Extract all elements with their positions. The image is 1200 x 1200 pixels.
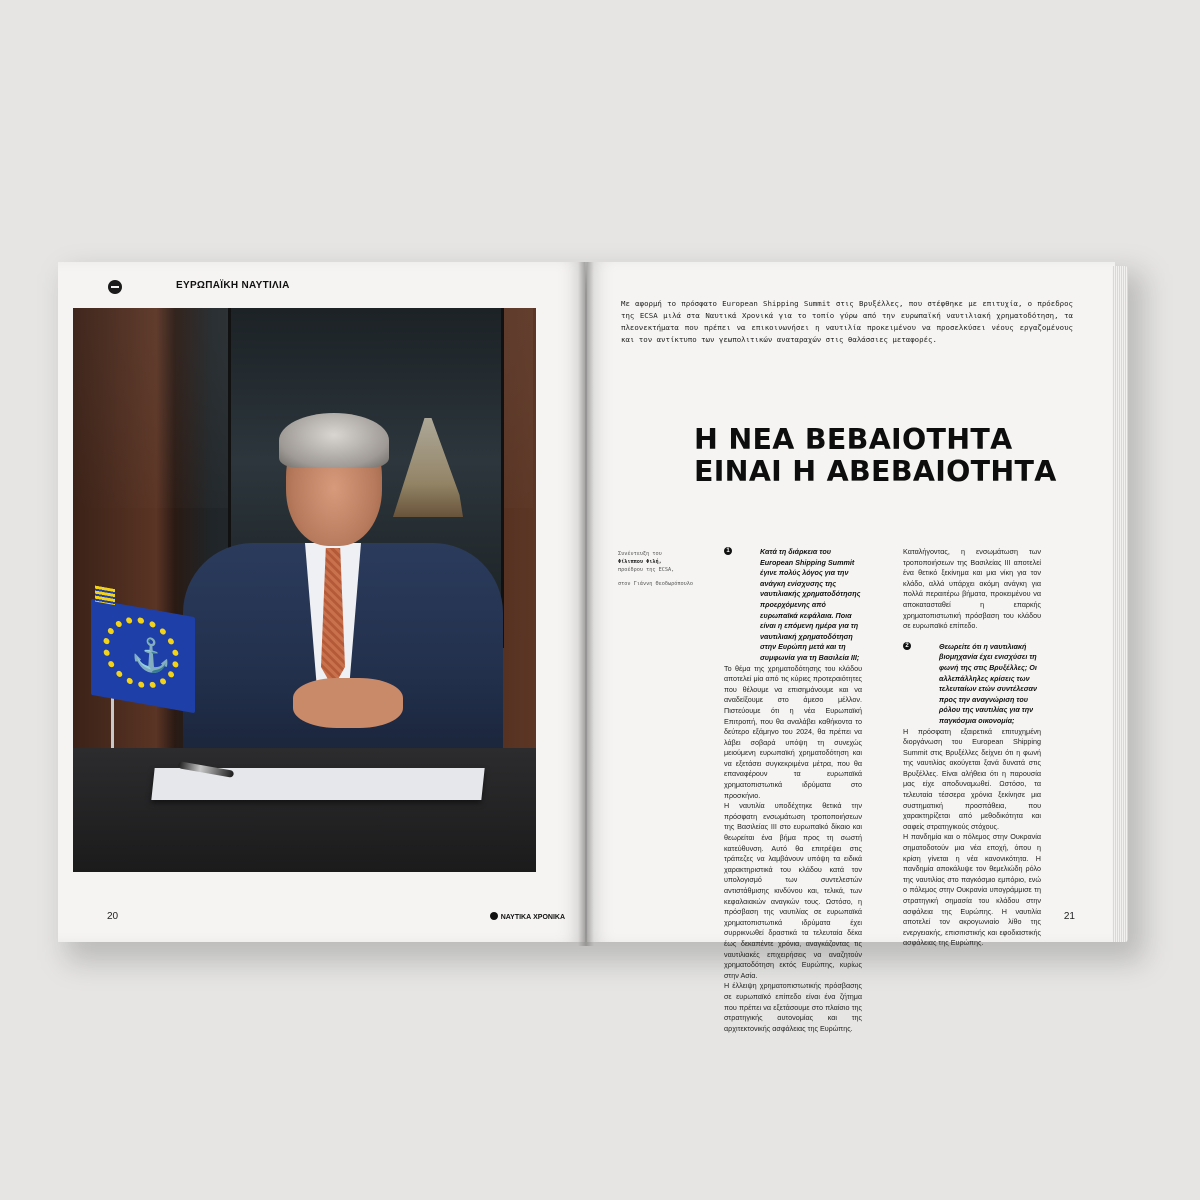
answer-paragraph: Η πανδημία και ο πόλεμος στην Ουκρανία σηματοδοτούν μια νέα εποχή, όπου η κρίση γίνεται η νέα κανονικότητα. Η πανδημία αποκάλυψε τον θεμελιώδη ρόλο της ναυτιλίας στο παγκόσμιο εμπόριο, ενώ ο πόλεμος στην Ουκρανία υπογράμμισε τη στρατηγική σημασία του κλάδου στην ασφάλεια της Ευρώπης. Η ναυτιλία αποτελεί τον ακρογωνιαίο λίθο της ενεργειακής, επισιτιστικής και εφοδιαστικής ασφάλειας της Ευρώπης. bbox=[903, 832, 1041, 948]
page-number-right: 21 bbox=[1063, 911, 1075, 922]
headline-line-1: Η ΝΕΑ ΒΕΒΑΙΟΤΗΤΑ bbox=[694, 423, 1013, 456]
portrait-photo bbox=[73, 308, 536, 872]
question-2: 2 Θεωρείτε ότι η ναυτιλιακή βιομηχανία έχει ενισχύσει τη φωνή της στις Βρυξέλλες; Οι αλλεπάλληλες κρίσεις των τελευταίων ετών συντέλεσαν προς την αναγνώριση του ρόλου της ναυτιλίας για την παγκόσμια οικονομία; bbox=[903, 642, 1041, 727]
article-column-1 bbox=[724, 547, 862, 1034]
article-column-2 bbox=[903, 547, 1041, 949]
page-edges bbox=[1112, 266, 1128, 942]
headline-line-2: ΕΙΝΑΙ Η ΑΒΕΒΑΙΟΤΗΤΑ bbox=[694, 455, 1057, 488]
brand-logo-icon bbox=[108, 280, 122, 294]
answer-paragraph: Το θέμα της χρηματοδότησης του κλάδου αποτελεί μία από τις κύριες προτεραιότητες που θέλουμε να επισημάνουμε και να αναδείξουμε στο άμεσο μέλλον. Πιστεύουμε ότι η νέα Ευρωπαϊκή Επιτροπή, που θα αναλάβει καθήκοντα το δεύτερο εξάμηνο του 2024, θα πρέπει να λάβει σοβαρά υπόψη τη συνεχώς μειούμενη ευρωπαϊκή χρηματοδότηση και να εξετάσει συγκεκριμένα μέτρα, που θα επαναφέρουν τα ευρωπαϊκά χρηματοπιστωτικά ιδρύματα στο προσκήνιο. bbox=[724, 663, 862, 800]
left-page bbox=[58, 262, 585, 942]
anchor-icon: ⚓ bbox=[131, 633, 171, 677]
intro-paragraph: Με αφορμή το πρόσφατο European Shipping Summit στις Βρυξέλλες, που στέφθηκε με επιτυχία, ο πρόεδρος της ECSA μιλά στα Ναυτικά Χρονικά για το τοπίο γύρω από την ευρωπαϊκή ναυτιλιακή χρηματοδότηση, τα πλεονεκτήματα που πρέπει να επικοινωνήσει η ναυτιλία προκειμένου να προσελκύσει νέους εργαζομένους και τον αντίκτυπο των γεωπολιτικών αναταραχών στις θαλάσσιες μεταφορές. bbox=[621, 299, 1073, 344]
section-title: ΕΥΡΩΠΑΪΚΗ ΝΑΥΤΙΛΙΑ bbox=[176, 280, 290, 291]
answer-paragraph: Η πρόσφατη εξαιρετικά επιτυχημένη διοργάνωση του European Shipping Summit στις Βρυξέλλες δείχνει ότι η φωνή της ναυτιλίας ακούγεται ξανά δυνατά στις Βρυξέλλες. Είναι αλήθεια ότι η παρουσία μας είχε αποδυναμωθεί. Ωστόσο, τα τελευταία τέσσερα χρόνια ξεκίνησε μια συστηματική προσπάθεια, που χαρακτηρίζεται από μεθοδικότητα και σαφείς στρατηγικούς στόχους. bbox=[903, 726, 1041, 831]
right-page bbox=[587, 262, 1115, 1033]
interview-credit: Συνέντευξη του Φίλιππου Φιλή, προέδρου της ECSA, στον Γιάννη Θεοδωρόπουλο bbox=[618, 550, 718, 588]
answer-paragraph: Καταλήγοντας, η ενσωμάτωση των τροποποιήσεων της Βασιλείας III αποτελεί ένα θετικό ξεκίνημα και μια νίκη για τον κλάδο, αλλά υπάρχει ακόμη ανάγκη για πολλά περαιτέρω βήματα, προκειμένου να αποκατασταθεί η επαρκής χρηματοπιστωτική πρόσβαση του κλάδου σε ευρωπαϊκό επίπεδο. bbox=[903, 547, 1041, 631]
interviewer-name: στον Γιάννη Θεοδωρόπουλο bbox=[618, 581, 693, 587]
question-1: 1 Κατά τη διάρκεια του European Shipping Summit έγινε πολύς λόγος για την ανάγκη ενίσχυσης της ναυτιλιακής χρηματοδότησης προερχόμενης από ευρωπαϊκά κεφάλαια. Ποια είναι η επόμενη ημέρα για τη ναυτιλιακή χρηματοδότηση στην Ευρώπη μετά και τη συμφωνία για τη Βασιλεία III; bbox=[724, 547, 862, 664]
question-number-1-icon: 1 bbox=[724, 547, 732, 555]
portrait-subject bbox=[183, 413, 503, 758]
article-headline bbox=[694, 424, 1104, 488]
eu-shipping-flag-icon bbox=[91, 599, 195, 713]
page-number-left: 20 bbox=[107, 911, 119, 922]
open-notebook bbox=[151, 768, 484, 800]
question-number-2-icon: 2 bbox=[903, 642, 911, 650]
answer-paragraph: Η έλλειψη χρηματοπιστωτικής πρόσβασης σε ευρωπαϊκό επίπεδο είναι ένα ζήτημα που πρέπει να εξετάσουμε στο πλαίσιο της στρατηγικής αυτονομίας και της αρχιτεκτονικής ασφάλειας της Ευρώπης. bbox=[724, 981, 862, 1033]
footer-brand: ΝΑΥΤΙΚΑ ΧΡΟΝΙΚΑ bbox=[490, 912, 565, 921]
spine-gutter bbox=[578, 262, 594, 946]
desk bbox=[73, 748, 536, 872]
answer-paragraph: Η ναυτιλία υποδέχτηκε θετικά την πρόσφατη ενσωμάτωση τροποποιήσεων της Βασιλείας III στο ευρωπαϊκό δίκαιο και θεωρείται ένα βήμα προς τη σωστή κατεύθυνση. Αυτό θα επιτρέψει στις τράπεζες να λαμβάνουν υπόψη τα ειδικά χαρακτηριστικά του κλάδου κατά τον υπολογισμό των συντελεστών αντιστάθμισης κινδύνου και, τελικά, των κεφαλαιακών αναγκών τους. Ωστόσο, η πρόσβαση της ναυτιλίας σε ευρωπαϊκά χρηματοπιστωτικά ιδρύματα έχει συρρικνωθεί δραστικά τα τελευταία δέκα έως δεκαπέντε χρόνια, αναγκάζοντας τις ναυτιλιακές επιχειρήσεις να αναζητούν χρηματοδότηση εκτός Ευρώπης, κυρίως στην Ασία. bbox=[724, 801, 862, 980]
interviewee-name: Φίλιππου Φιλή, bbox=[618, 559, 662, 565]
brand-dot-icon bbox=[490, 912, 498, 920]
